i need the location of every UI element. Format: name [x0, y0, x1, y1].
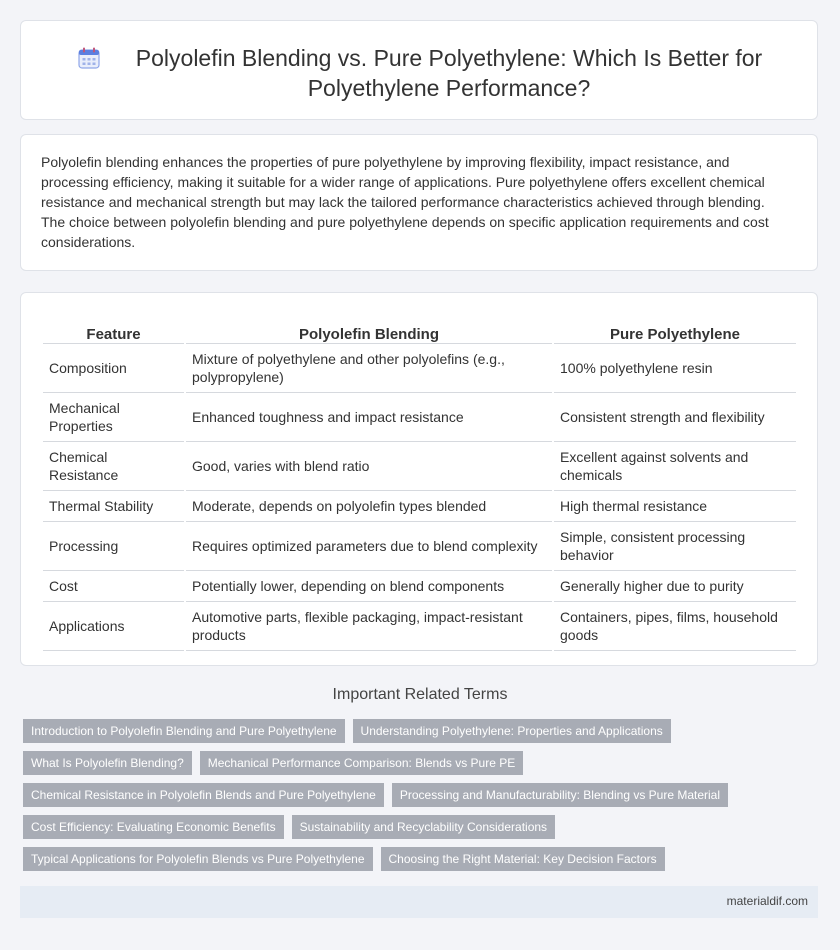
- table-cell: Requires optimized parameters due to blend complexity: [186, 522, 552, 571]
- related-terms-heading: Important Related Terms: [332, 686, 508, 703]
- related-term-tag[interactable]: Processing and Manufacturability: Blending vs Pure Material: [392, 783, 728, 807]
- table-cell: Enhanced toughness and impact resistance: [186, 393, 552, 442]
- related-term-tag[interactable]: Introduction to Polyolefin Blending and Pure Polyethylene: [23, 719, 345, 743]
- table-cell: Consistent strength and flexibility: [554, 393, 796, 442]
- table-header-row: [43, 315, 796, 344]
- table-cell: Moderate, depends on polyolefin types blended: [186, 491, 552, 522]
- table-cell: Automotive parts, flexible packaging, impact-resistant products: [186, 602, 552, 651]
- table-cell: Processing: [43, 522, 184, 571]
- related-terms-list: [23, 719, 723, 879]
- related-term-tag[interactable]: Choosing the Right Material: Key Decision Factors: [381, 847, 665, 871]
- comparison-card: [20, 292, 818, 666]
- tag-row: [23, 783, 723, 807]
- table-cell: Applications: [43, 602, 184, 651]
- table-row: [43, 491, 796, 522]
- table-cell: Cost: [43, 571, 184, 602]
- tag-row: [23, 751, 723, 775]
- related-term-tag[interactable]: Chemical Resistance in Polyolefin Blends and Pure Polyethylene: [23, 783, 384, 807]
- table-cell: Mechanical Properties: [43, 393, 184, 442]
- calendar-icon: [78, 47, 100, 69]
- table-row: [43, 522, 796, 571]
- related-term-tag[interactable]: Cost Efficiency: Evaluating Economic Benefits: [23, 815, 284, 839]
- intro-paragraph: Polyolefin blending enhances the properties of pure polyethylene by improving flexibility, impact resistance, and processing efficiency, making it suitable for a wider range of applications. Pure polyethylene offers excellent chemical resistance and mechanical strength but may lack the tailored performance characteristics achieved through blending. The choice between polyolefin blending and pure polyethylene depends on specific application requirements and cost considerations.: [41, 154, 769, 250]
- column-header: Polyolefin Blending: [186, 315, 552, 344]
- related-term-tag[interactable]: Mechanical Performance Comparison: Blends vs Pure PE: [200, 751, 523, 775]
- table-row: [43, 602, 796, 651]
- table-cell: Excellent against solvents and chemicals: [554, 442, 796, 491]
- column-header: Feature: [43, 315, 184, 344]
- table-cell: Potentially lower, depending on blend components: [186, 571, 552, 602]
- related-term-tag[interactable]: Sustainability and Recyclability Considerations: [292, 815, 555, 839]
- table-row: [43, 571, 796, 602]
- table-row: [43, 344, 796, 393]
- table-row: [43, 442, 796, 491]
- site-link[interactable]: materialdif.com: [726, 894, 808, 908]
- table-cell: Mixture of polyethylene and other polyolefins (e.g., polypropylene): [186, 344, 552, 393]
- related-term-tag[interactable]: Typical Applications for Polyolefin Blends vs Pure Polyethylene: [23, 847, 373, 871]
- tag-row: [23, 815, 723, 839]
- table-row: [43, 393, 796, 442]
- table-cell: Good, varies with blend ratio: [186, 442, 552, 491]
- footer: [20, 886, 818, 918]
- table-cell: Containers, pipes, films, household goods: [554, 602, 796, 651]
- comparison-table: [41, 315, 798, 651]
- table-cell: Thermal Stability: [43, 491, 184, 522]
- table-cell: High thermal resistance: [554, 491, 796, 522]
- table-cell: Chemical Resistance: [43, 442, 184, 491]
- column-header: Pure Polyethylene: [554, 315, 796, 344]
- related-term-tag[interactable]: Understanding Polyethylene: Properties and Applications: [353, 719, 671, 743]
- intro-card: [20, 134, 818, 271]
- tag-row: [23, 719, 723, 743]
- tag-row: [23, 847, 723, 871]
- table-cell: Generally higher due to purity: [554, 571, 796, 602]
- table-cell: Simple, consistent processing behavior: [554, 522, 796, 571]
- table-cell: Composition: [43, 344, 184, 393]
- related-term-tag[interactable]: What Is Polyolefin Blending?: [23, 751, 192, 775]
- page-title: Polyolefin Blending vs. Pure Polyethylene: Which Is Better for Polyethylene Performance?: [135, 45, 763, 101]
- title-card: [20, 20, 818, 120]
- table-cell: 100% polyethylene resin: [554, 344, 796, 393]
